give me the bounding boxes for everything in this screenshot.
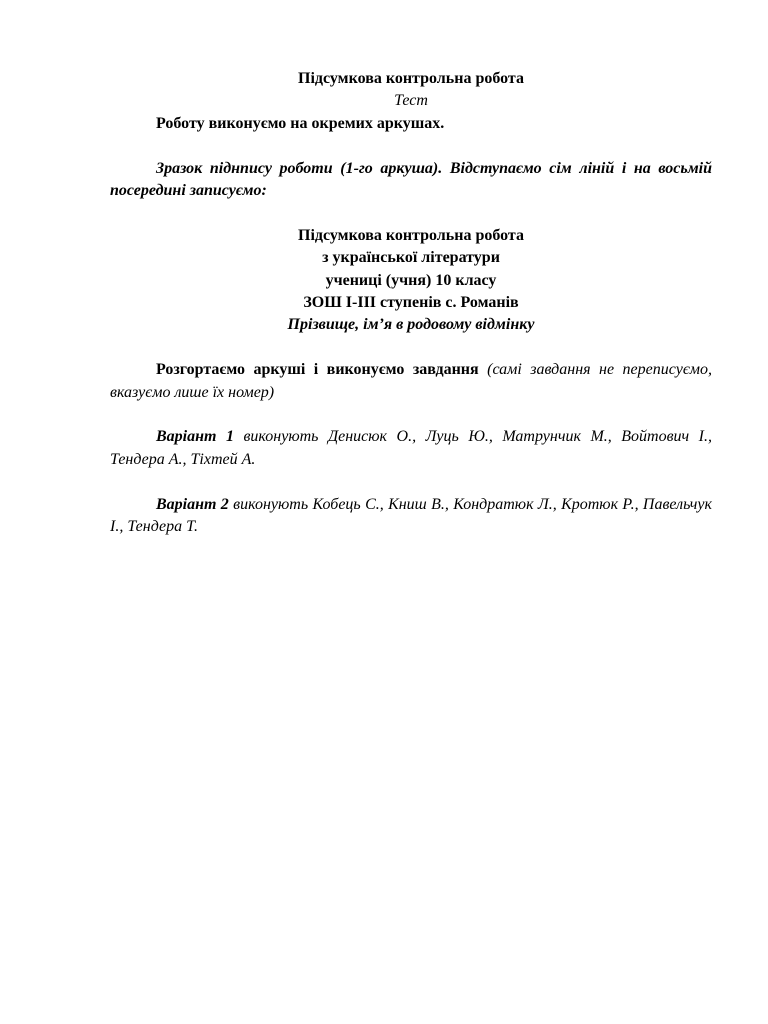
sample-block <box>110 225 712 337</box>
variant-2-paragraph <box>110 494 712 539</box>
sample-intro: Зразок піднпису роботи (1-го аркуша). Відступаємо сім ліній і на восьмій посередині записуємо: <box>110 159 712 200</box>
tasks-bold-text: Розгортаємо аркуші і виконуємо завдання <box>156 361 479 379</box>
document-subtitle: Тест <box>394 92 428 110</box>
variant-1-label: Варіант 1 <box>156 428 234 446</box>
variant-1-text: виконують Денисюк О., Луць Ю., Матрунчик М., Войтович І., Тендера А., Тіхтей А. <box>110 428 713 468</box>
variant-2-label: Варіант 2 <box>156 495 229 513</box>
document-title: Підсумкова контрольна робота <box>298 70 524 87</box>
spacer <box>110 202 712 224</box>
tasks-paragraph <box>110 359 712 404</box>
spacer <box>110 471 712 493</box>
spacer <box>110 404 712 426</box>
instruction-text: Роботу виконуємо на окремих аркушах. <box>156 114 445 132</box>
sample-line-5: Прізвище, ім’я в родовому відмінку <box>287 316 535 334</box>
sample-line-1: Підсумкова контрольна робота <box>298 226 524 244</box>
sample-line-4: ЗОШ І-ІІІ ступенів с. Романів <box>303 294 519 312</box>
spacer <box>110 337 712 359</box>
spacer <box>110 135 712 157</box>
sample-line-3: учениці (учня) 10 класу <box>325 271 497 289</box>
tasks-italic-text: (самі завдання не переписуємо, вказуємо лише їх номер) <box>110 361 713 401</box>
sample-line-2: з української літератури <box>322 249 500 267</box>
variant-2-text: виконують Кобець С., Книш В., Кондратюк Л., Кротюк Р., Павельчук І., Тендера Т. <box>110 495 713 536</box>
variant-1-paragraph <box>110 426 712 471</box>
